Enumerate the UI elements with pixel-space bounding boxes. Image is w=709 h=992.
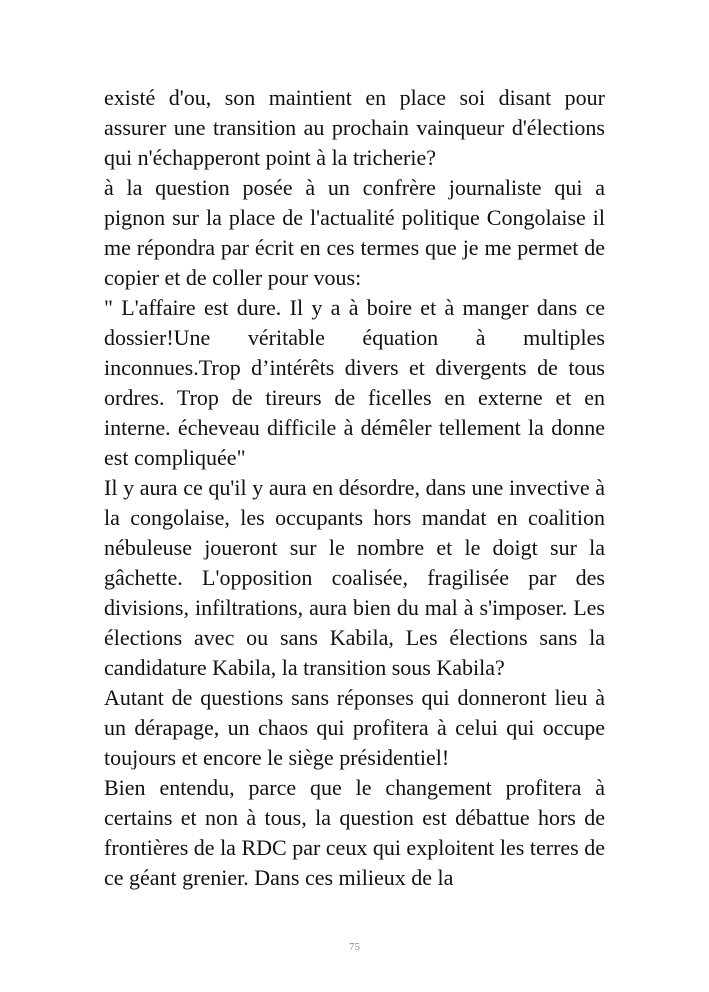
paragraph-1: existé d'ou, son maintient en place soi disant pour assurer une transition au prochain vainqueur d'élections qui n'échapperont point à la tricherie? [104, 85, 605, 170]
paragraph-4: Il y aura ce qu'il y aura en désordre, dans une invective à la congolaise, les occupants hors mandat en coalition nébuleuse joueront sur le nombre et le doigt sur la gâchette. L'opposition coalisée, fragilisée par des divisions, infiltrations, aura bien du mal à s'imposer. Les élections avec ou sans Kabila, Les élections sans la candidature Kabila, la transition sous Kabila? [104, 475, 605, 680]
body-text [104, 83, 605, 893]
page-number: 75 [349, 941, 360, 953]
paragraph-5: Autant de questions sans réponses qui donneront lieu à un dérapage, un chaos qui profitera à celui qui occupe toujours et encore le siège présidentiel! [104, 685, 605, 770]
paragraph-3-quote: " L'affaire est dure. Il y a à boire et à manger dans ce dossier!Une véritable équation à multiples inconnues.Trop d’intérêts divers et divergents de tous ordres. Trop de tireurs de ficelles en externe et en interne. écheveau difficile à démêler tellement la donne est compliquée" [104, 295, 605, 470]
paragraph-2: à la question posée à un confrère journaliste qui a pignon sur la place de l'actualité politique Congolaise il me répondra par écrit en ces termes que je me permet de copier et de coller pour vous: [104, 175, 605, 290]
paragraph-6: Bien entendu, parce que le changement profitera à certains et non à tous, la question est débattue hors de frontières de la RDC par ceux qui exploitent les terres de ce géant grenier. Dans ces milieux de la [104, 775, 605, 890]
